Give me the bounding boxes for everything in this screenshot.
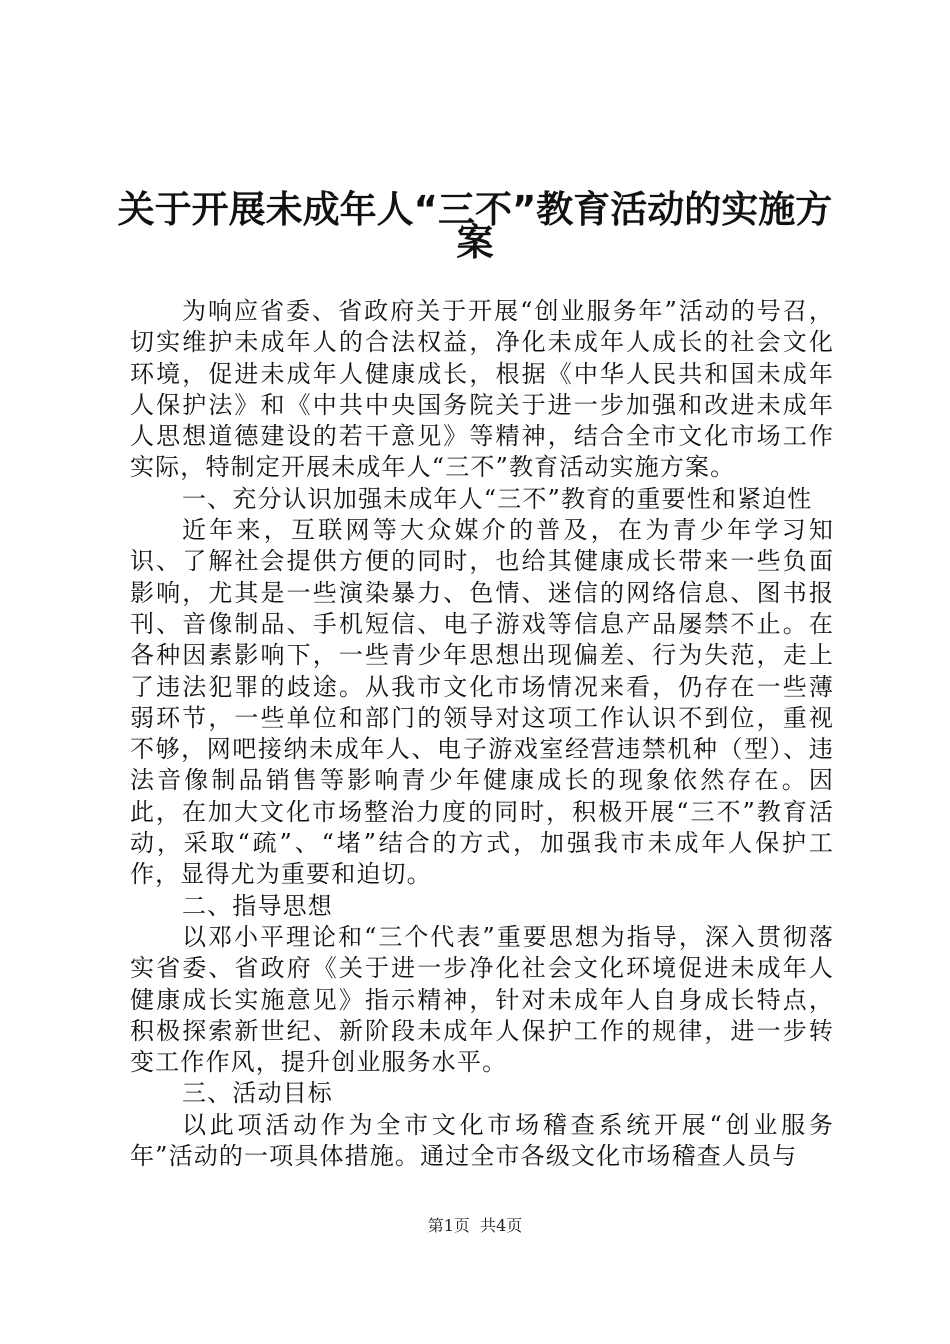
section-heading-2: 二、指导思想 xyxy=(182,891,333,920)
paragraph-section-3: 以此项活动作为全市文化市场稽查系统开展“创业服务年”活动的一项具体措施。通过全市各级文化市场稽查人员与 xyxy=(130,1110,834,1171)
page-total: 共4页 xyxy=(480,1216,523,1235)
section-heading-1: 一、充分认识加强未成年人“三不”教育的重要性和紧迫性 xyxy=(182,484,813,513)
section-heading-3: 三、活动目标 xyxy=(182,1079,333,1108)
paragraph-section-2: 以邓小平理论和“三个代表”重要思想为指导，深入贯彻落实省委、省政府《关于进一步净化社会文化环境促进未成年人健康成长实施意见》指示精神，针对未成年人自身成长特点，积极探索新世纪、新阶段未成年人保护工作的规律，进一步转变工作作风，提升创业服务水平。 xyxy=(130,922,834,1077)
page-footer xyxy=(0,1216,950,1236)
document-body xyxy=(130,296,834,1172)
document-title-line-2: 案 xyxy=(456,221,494,264)
paragraph-section-1: 近年来，互联网等大众媒介的普及，在为青少年学习知识、了解社会提供方便的同时，也给其健康成长带来一些负面影响，尤其是一些演染暴力、色情、迷信的网络信息、图书报刊、音像制品、手机短信、电子游戏等信息产品屡禁不止。在各种因素影响下，一些青少年思想出现偏差、行为失范，走上了违法犯罪的歧途。从我市文化市场情况来看，仍存在一些薄弱环节，一些单位和部门的领导对这项工作认识不到位，重视不够，网吧接纳未成年人、电子游戏室经营违禁机种（型）、违法音像制品销售等影响青少年健康成长的现象依然存在。因此，在加大文化市场整治力度的同时，积极开展“三不”教育活动，采取“疏”、“堵”结合的方式，加强我市未成年人保护工作，显得尤为重要和迫切。 xyxy=(130,516,834,889)
paragraph-intro: 为响应省委、省政府关于开展“创业服务年”活动的号召，切实维护未成年人的合法权益，净化未成年人成长的社会文化环境，促进未成年人健康成长，根据《中华人民共和国未成年人保护法》和《中共中央国务院关于进一步加强和改进未成年人思想道德建设的若干意见》等精神，结合全市文化市场工作实际，特制定开展未成年人“三不”教育活动实施方案。 xyxy=(130,297,834,482)
page-number: 第1页 xyxy=(427,1216,470,1235)
document-title-line-1: 关于开展未成年人“三不”教育活动的实施方 xyxy=(117,188,833,231)
